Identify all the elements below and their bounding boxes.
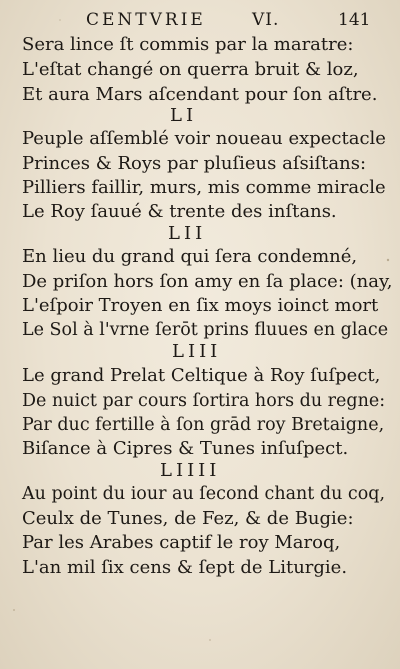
verse-line: De nuict par cours ſortira hors du regne: [22, 391, 386, 411]
verse-line: De priſon hors ſon amy en ſa place: (nay, [22, 271, 393, 292]
verse-line: L'eſtat changé on querra bruit & loz, [22, 59, 359, 80]
quatrain-number: LIII [172, 341, 222, 362]
verse-line: En lieu du grand qui ſera condemné, [22, 246, 358, 267]
quatrain-number: LI [170, 105, 198, 126]
verse-line: Et aura Mars aſcendant pour ſon aſtre. [22, 84, 378, 105]
running-header [0, 4, 400, 34]
quatrain-number: LII [168, 223, 207, 244]
verse-line: L'an mil ſix cens & ſept de Liturgie. [22, 557, 348, 578]
page-number: 141 [338, 10, 371, 30]
running-title: CENTVRIE [86, 10, 206, 30]
verse-line: Le grand Prelat Celtique à Roy ſuſpect, [22, 365, 381, 386]
verse-line: Biſance à Cipres & Tunes inſuſpect. [22, 438, 349, 459]
verse-line: Par duc fertille à ſon grād roy Bretaigne, [22, 415, 385, 435]
verse-line: Peuple aſſemblé voir noueau expectacle [22, 128, 386, 149]
verse-line: Par les Arabes captif le roy Maroq, [22, 532, 341, 553]
verse-line: Princes & Roys par pluſieus aſsiſtans: [22, 153, 367, 174]
verse-line: Au point du iour au ſecond chant du coq, [22, 484, 386, 504]
verse-line: Sera lince ſt commis par la maratre: [22, 34, 354, 55]
verse-line: Le Sol à l'vrne ſerōt prins fluues en glace [22, 320, 389, 340]
running-subtitle: VI. [252, 10, 280, 30]
verse-line: Pilliers faillir, murs, mis comme miracle [22, 177, 386, 198]
verse-line: Le Roy ſauué & trente des inſtans. [22, 201, 337, 222]
verse-line: L'eſpoir Troyen en ſix moys ioinct mort [22, 295, 379, 316]
quatrain-number: LIIII [160, 460, 221, 481]
verse-line: Ceulx de Tunes, de Fez, & de Bugie: [22, 508, 354, 529]
